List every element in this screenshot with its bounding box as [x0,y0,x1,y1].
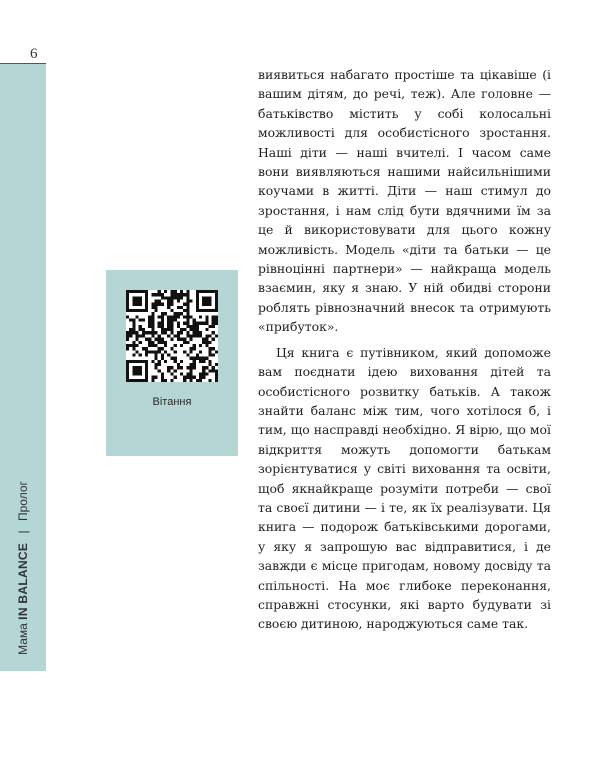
qr-code-icon[interactable] [126,290,218,382]
running-head [16,481,30,655]
running-head-brand-bold: IN BALANCE [16,542,30,620]
qr-caption: Вітання [152,396,192,408]
body-text [258,65,551,634]
paragraph: виявиться набагато простіше та цікавіше (і вашим дітям, до речі, теж). Але головне — батьківство містить у собі колосальні можливості для особистісного зростання. Наші діти — наші вчителі. І часом саме вони виявляються нашими найсильнішими коучами в житті. Діти — наш стимул до зростання, і нам слід бути вдячними їм за це й використовувати для цього кожну можливість. Модель «діти та батьки — це рівноцінні партнери» — найкраща модель взаємин, яку я знаю. У ній обидві сторони роблять рівнозначний внесок та отримують «прибуток». [258,67,551,335]
running-head-separator: | [16,530,30,534]
running-head-brand: Мама [16,623,30,655]
running-head-section: Пролог [16,481,30,522]
paragraph: Ця книга є путівником, який допоможе вам поєднати ідею виховання дітей та особистісного розвитку батьків. А також знайти баланс між тим, чого хотілося б, і тим, що насправді необхідно. Я вірю, що мої відкриття можуть допомогти батькам зорієнтуватися у світі виховання та освіти, щоб якнайкраще розуміти потреби — свої та своєї дитини — і те, як їх реалізувати. Ця книга — подорож батьківськими дорогами, у яку я запрошую вас відправитися, і де завжди є місце пригодам, новому досвіду та спільності. На моє глибоке переконання, справжні стосунки, які варто будувати зі своєю дитиною, народжуються саме так. [258,344,551,632]
side-strip [0,64,46,671]
page-number: 6 [30,46,38,62]
qr-box [106,270,238,456]
